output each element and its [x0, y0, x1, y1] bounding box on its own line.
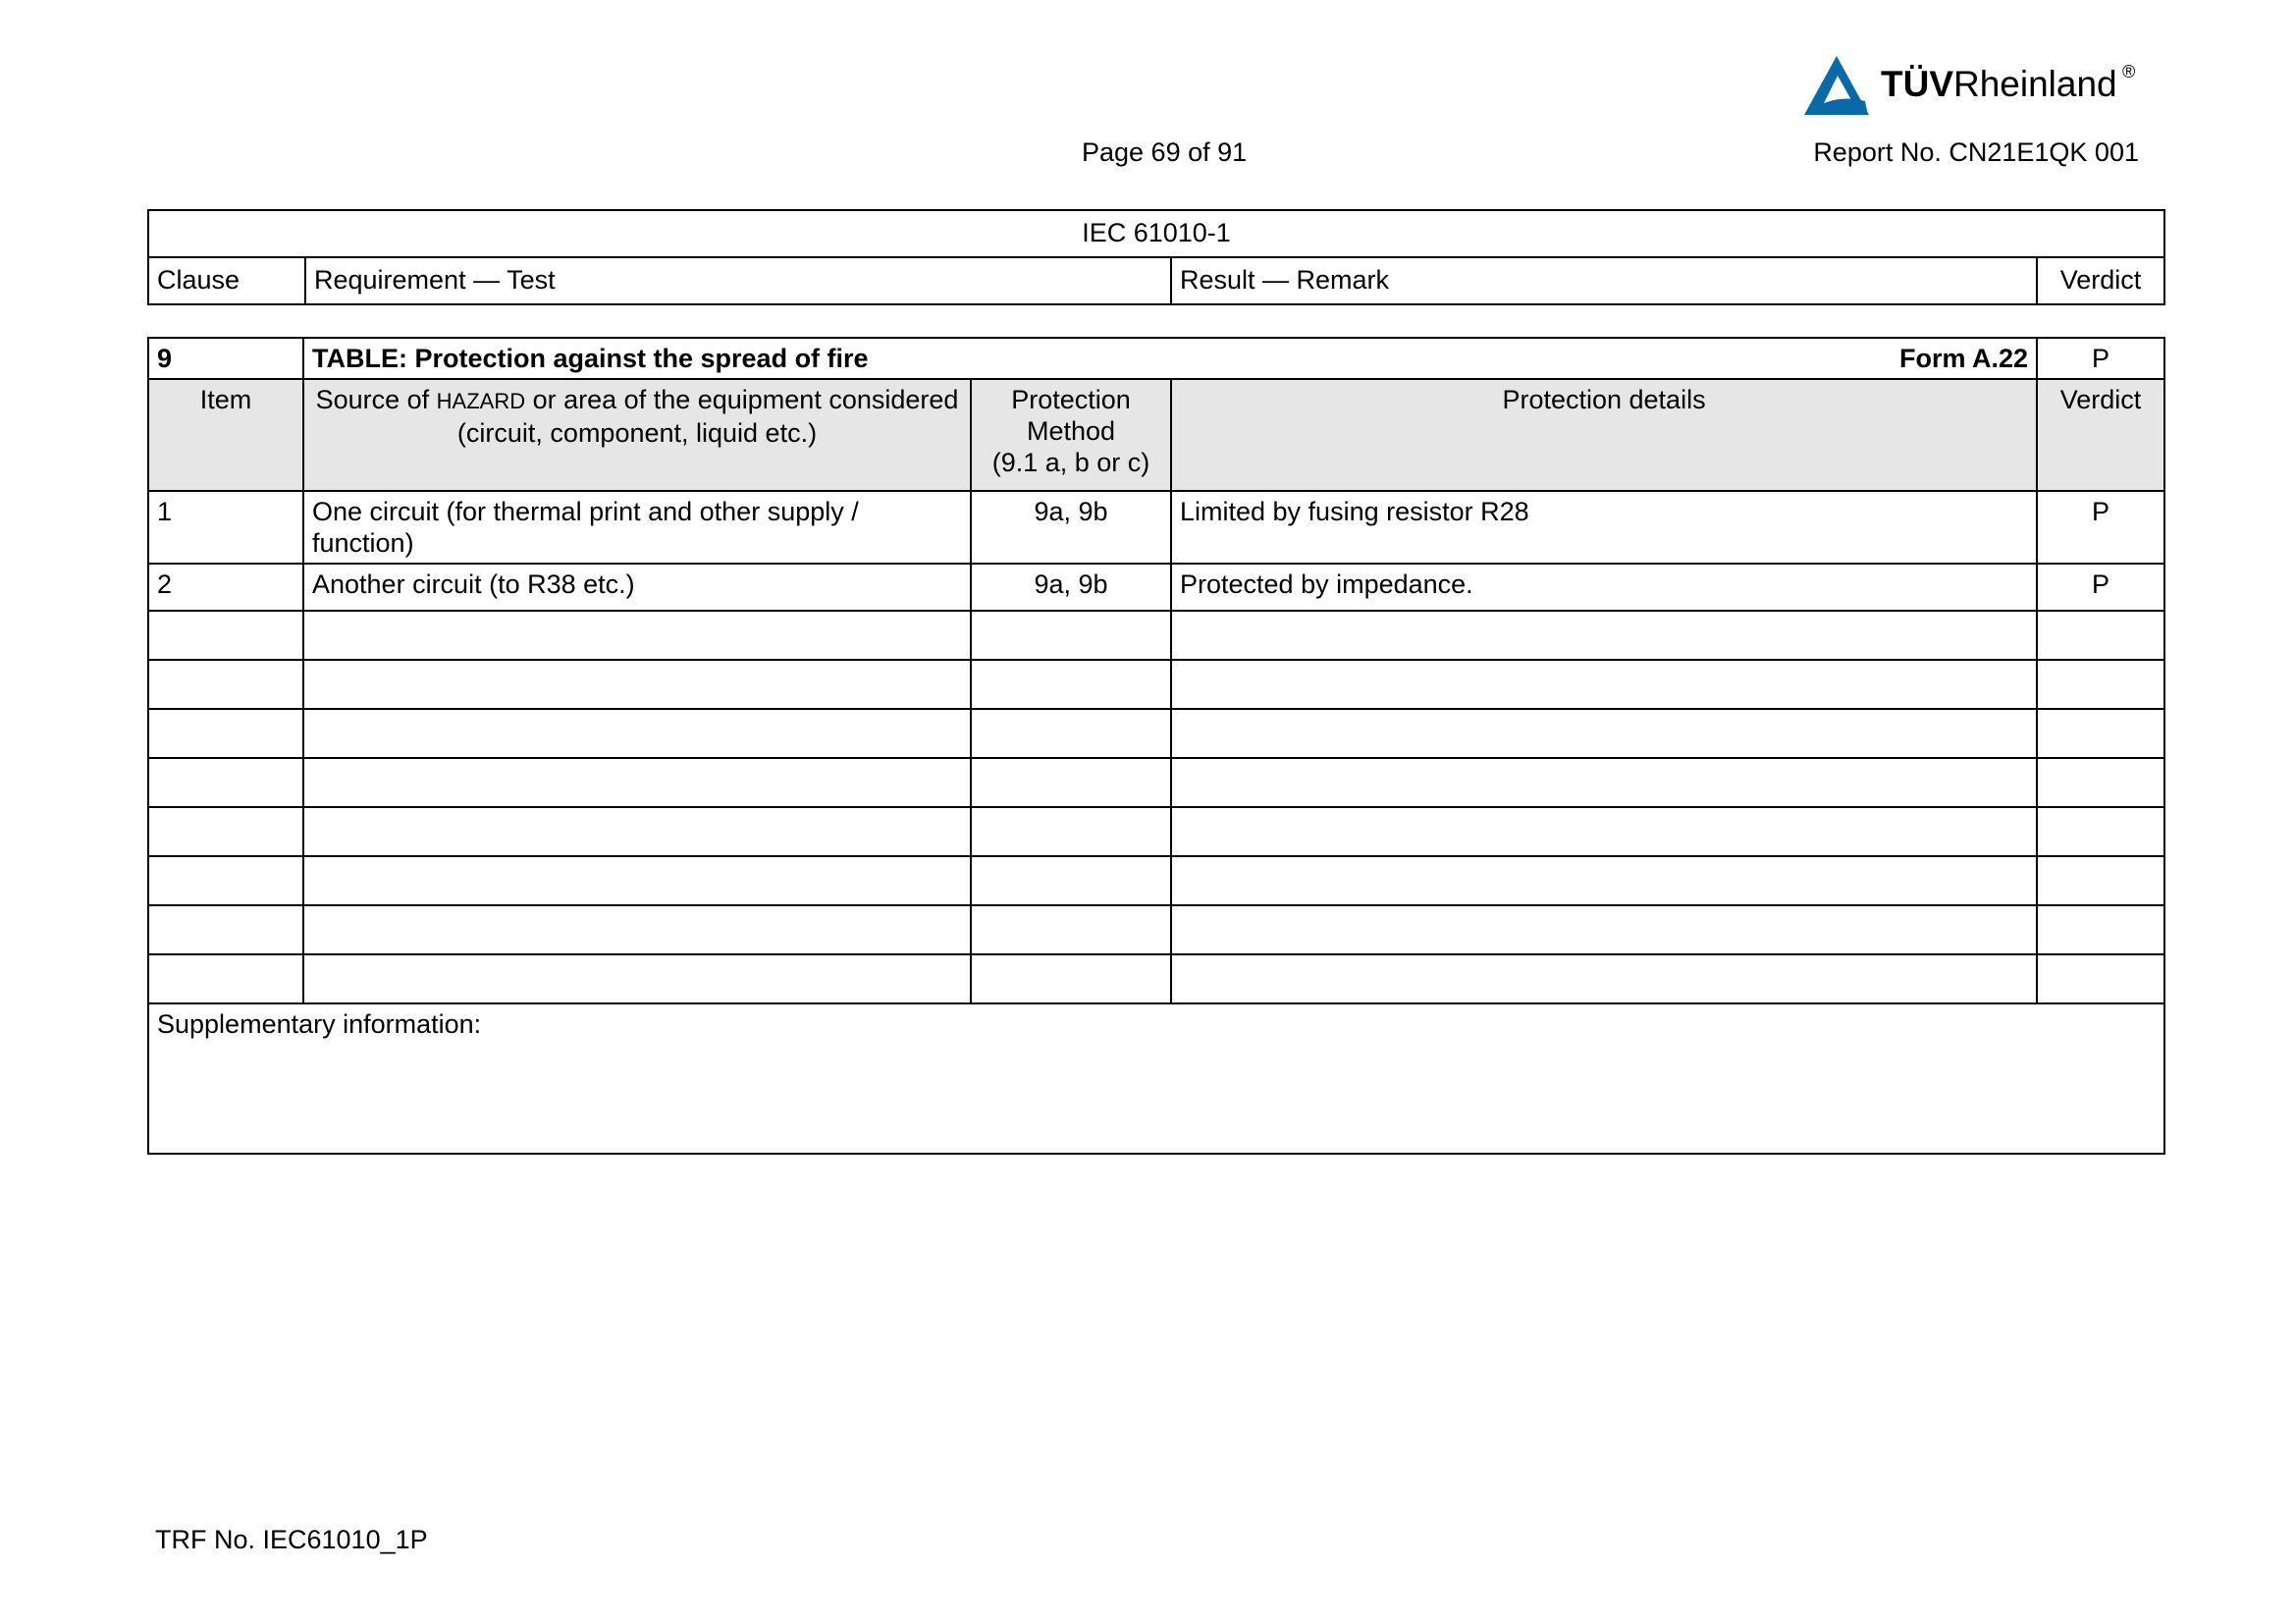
header-item: Item — [148, 379, 303, 491]
empty-row — [148, 954, 2164, 1003]
row-source: One circuit (for thermal print and other supply / function) — [303, 491, 971, 564]
fire-protection-table — [147, 337, 2165, 1155]
logo-text: TÜVRheinland — [1881, 64, 2117, 104]
header-source: Source of HAZARD or area of the equipment considered (circuit, component, liquid etc.) — [303, 379, 971, 491]
hazard-term: HAZARD — [436, 389, 526, 413]
column-verdict: Verdict — [2037, 257, 2164, 304]
row-source: Another circuit (to R38 etc.) — [303, 564, 971, 611]
standard-header-table — [147, 209, 2165, 305]
registered-mark: ® — [2122, 62, 2136, 81]
report-number: Report No. CN21E1QK 001 — [1813, 137, 2139, 167]
row-item: 2 — [148, 564, 303, 611]
table-title: TABLE: Protection against the spread of fire — [312, 344, 869, 373]
row-verdict: P — [2037, 564, 2164, 611]
tuv-triangle-icon — [1802, 54, 1871, 119]
header-method: Protection Method (9.1 a, b or c) — [971, 379, 1171, 491]
empty-row — [148, 709, 2164, 758]
table-row — [148, 491, 2164, 564]
row-method: 9a, 9b — [971, 564, 1171, 611]
row-details: Limited by fusing resistor R28 — [1171, 491, 2037, 564]
row-method: 9a, 9b — [971, 491, 1171, 564]
empty-row — [148, 660, 2164, 709]
column-result: Result — Remark — [1171, 257, 2037, 304]
page-number: Page 69 of 91 — [1082, 137, 1248, 167]
row-verdict: P — [2037, 491, 2164, 564]
empty-row — [148, 807, 2164, 856]
form-number: Form A.22 — [1898, 344, 2029, 373]
header-verdict: Verdict — [2037, 379, 2164, 491]
column-requirement: Requirement — Test — [305, 257, 1171, 304]
row-item: 1 — [148, 491, 303, 564]
empty-row — [148, 856, 2164, 905]
table-column-headers — [148, 379, 2164, 491]
empty-row — [148, 758, 2164, 807]
header-details: Protection details — [1171, 379, 2037, 491]
row-details: Protected by impedance. — [1171, 564, 2037, 611]
table-verdict: P — [2037, 338, 2164, 379]
supplementary-information: Supplementary information: — [148, 1003, 2164, 1154]
standard-title: IEC 61010-1 — [148, 210, 2164, 257]
empty-row — [148, 905, 2164, 954]
trf-number: TRF No. IEC61010_1P — [155, 1525, 428, 1554]
empty-row — [148, 611, 2164, 660]
column-clause: Clause — [148, 257, 305, 304]
clause-number: 9 — [148, 338, 303, 379]
table-title-cell — [303, 338, 2037, 379]
table-row — [148, 564, 2164, 611]
